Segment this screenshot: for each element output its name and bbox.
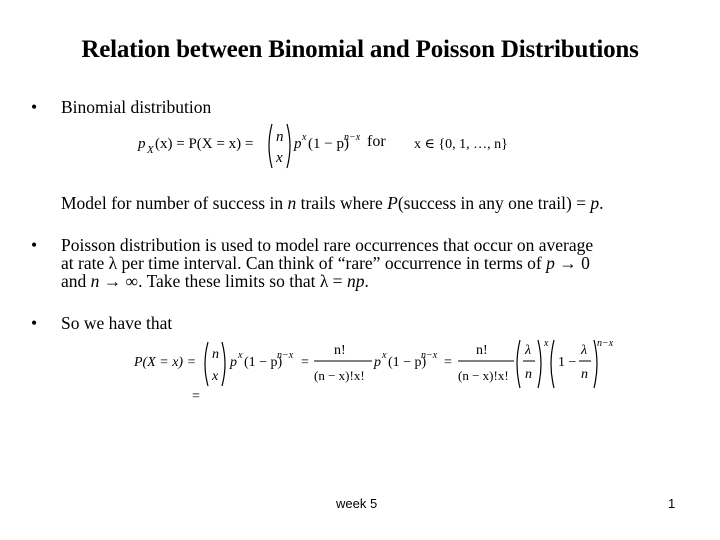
bullet-marker: • bbox=[31, 313, 38, 333]
for-word: for bbox=[367, 133, 386, 150]
left-paren bbox=[205, 342, 208, 386]
lim-lhs: P(X = x) = bbox=[134, 355, 197, 370]
binom-bottom: x bbox=[276, 150, 283, 166]
one-minus: 1 − bbox=[558, 355, 577, 370]
frac1-den: (n − x)!x! bbox=[314, 368, 365, 383]
model-text-4: . bbox=[599, 193, 604, 213]
right-paren bbox=[287, 124, 290, 168]
lim-t1: p bbox=[230, 355, 237, 370]
eq-mid: (x) = P(X = x) = bbox=[155, 136, 254, 152]
poisson-text-e: . bbox=[364, 271, 369, 291]
term-q-exp: n−x bbox=[344, 132, 361, 143]
oneminus-exp: n−x bbox=[597, 338, 614, 349]
lim-t2-exp: n−x bbox=[277, 350, 294, 361]
term-p-exp: x bbox=[302, 132, 307, 143]
lim-t3: p bbox=[374, 355, 381, 370]
model-text-1: Model for number of success in bbox=[61, 193, 288, 213]
model-text-3: (success in any one trail) = bbox=[397, 193, 591, 213]
poisson-n: n bbox=[90, 271, 100, 291]
lim-eq-1: = bbox=[301, 355, 309, 370]
poisson-text-a: at rate λ per time interval. Can think of “rare” occurrence in terms of bbox=[61, 253, 547, 273]
right-paren bbox=[222, 342, 225, 386]
model-P: P bbox=[387, 193, 398, 213]
lim-t1-exp: x bbox=[238, 350, 243, 361]
continued-eq: = bbox=[192, 389, 200, 404]
page-number: 1 bbox=[668, 496, 676, 511]
binomial-equation bbox=[138, 120, 518, 176]
slide-title: Relation between Binomial and Poisson Distributions bbox=[81, 36, 639, 63]
eq-lhs: p bbox=[138, 136, 146, 152]
left-paren bbox=[269, 124, 272, 168]
lambda-left-paren bbox=[517, 340, 520, 388]
lim-binom-bottom: x bbox=[212, 369, 219, 384]
lambda-num: λ bbox=[525, 343, 532, 358]
lim-binom-top: n bbox=[212, 347, 219, 362]
frac2-num: n! bbox=[476, 343, 488, 358]
bullet-text: Poisson distribution is used to model rare occurrences that occur on average bbox=[61, 235, 594, 255]
term-p: p bbox=[294, 136, 302, 152]
oneminus-left-paren bbox=[551, 340, 554, 388]
bullet-marker: • bbox=[31, 97, 38, 117]
poisson-text-b: → 0 bbox=[554, 253, 590, 273]
lim-eq-2: = bbox=[444, 355, 452, 370]
lambda2-den: n bbox=[581, 367, 588, 382]
binom-top: n bbox=[276, 129, 284, 145]
domain: x ∈ {0, 1, …, n} bbox=[414, 137, 508, 152]
poisson-text-d: → ∞. Take these limits so that λ = bbox=[99, 271, 347, 291]
lambda-right-paren bbox=[538, 340, 541, 388]
lim-t2: (1 − p) bbox=[244, 355, 283, 370]
poisson-line-3 bbox=[61, 271, 369, 291]
bullet-text: So we have that bbox=[61, 313, 173, 333]
footer-week: week 5 bbox=[336, 496, 378, 511]
frac2-den: (n − x)!x! bbox=[458, 368, 509, 383]
lambda-den: n bbox=[525, 367, 532, 382]
bullet-text: Binomial distribution bbox=[61, 97, 212, 117]
poisson-np: np bbox=[346, 271, 365, 291]
lambda-exp: x bbox=[544, 338, 549, 349]
poisson-p: p bbox=[546, 253, 555, 273]
lim-t3-exp: x bbox=[382, 350, 387, 361]
model-description bbox=[61, 193, 604, 213]
lambda2-num: λ bbox=[581, 343, 588, 358]
poisson-line-2 bbox=[61, 253, 590, 273]
lim-t4: (1 − p) bbox=[388, 355, 427, 370]
model-p: p bbox=[590, 193, 600, 213]
eq-lhs-sub: X bbox=[147, 144, 154, 156]
lim-t4-exp: n−x bbox=[421, 350, 438, 361]
term-q: (1 − p) bbox=[308, 136, 349, 152]
model-n: n bbox=[287, 193, 297, 213]
frac1-num: n! bbox=[334, 343, 346, 358]
poisson-text-c: and bbox=[61, 271, 91, 291]
model-text-2: trails where bbox=[296, 193, 388, 213]
limit-equation bbox=[134, 336, 614, 406]
bullet-marker: • bbox=[31, 235, 38, 255]
